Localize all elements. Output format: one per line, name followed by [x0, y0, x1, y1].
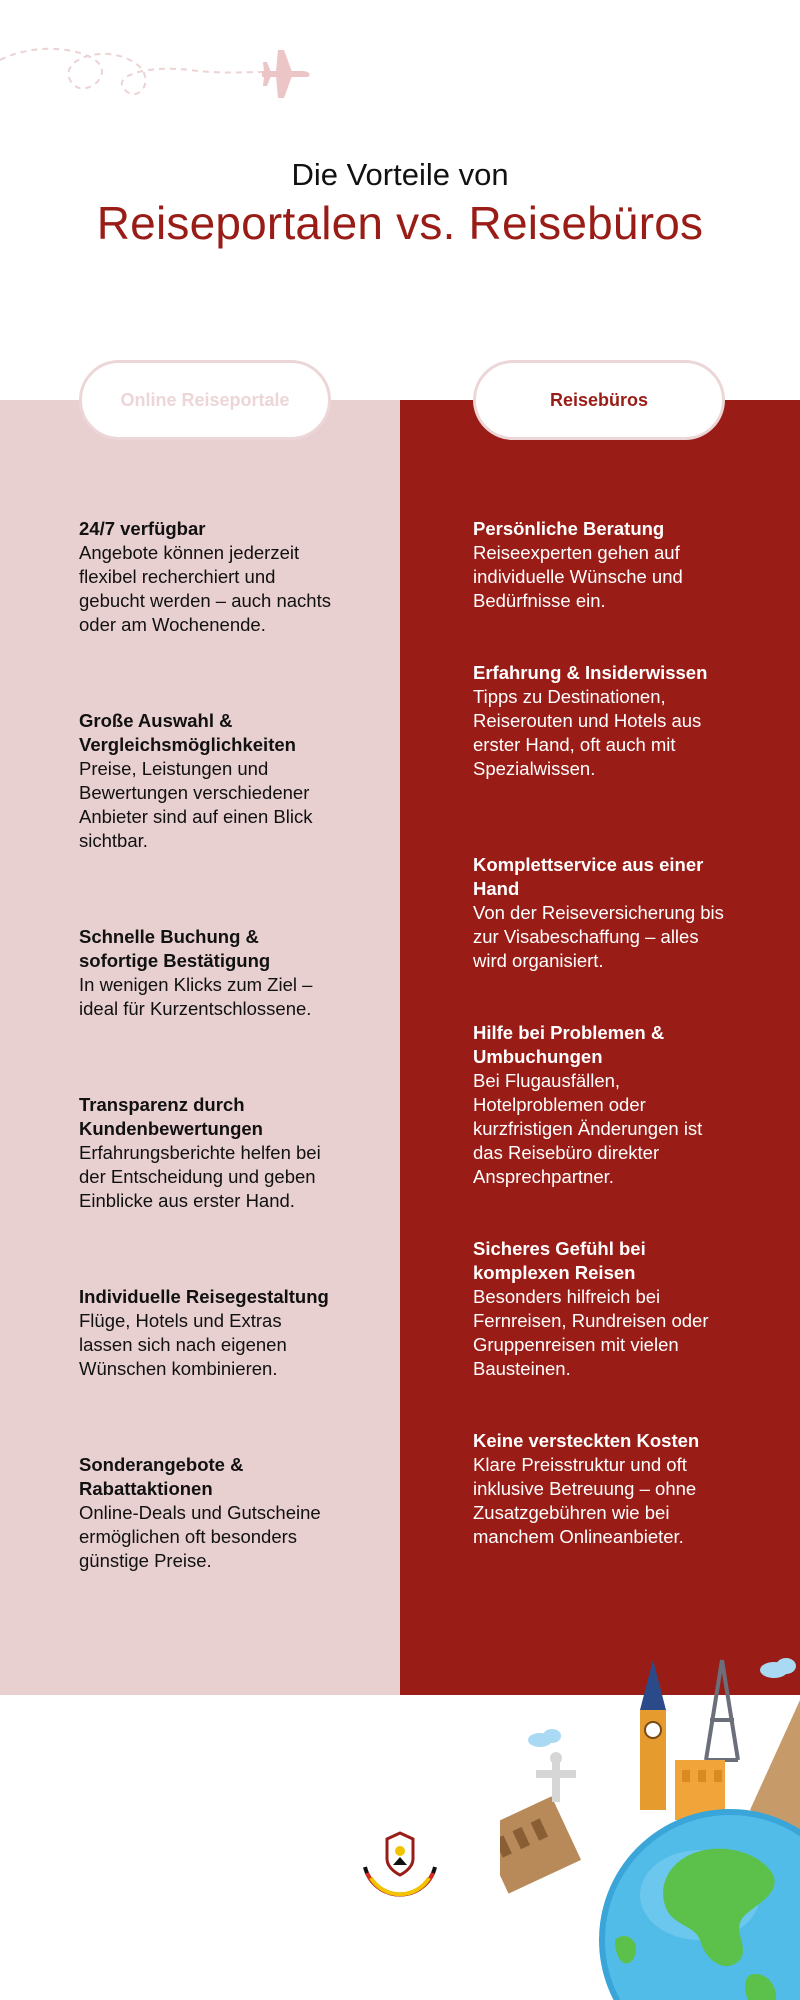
- left-item-body: Erfahrungsberichte helfen bei der Entscheidung und geben Einblicke aus erster Hand.: [79, 1142, 321, 1211]
- title-prefix: Die Vorteile von: [291, 157, 509, 192]
- right-item-body: Tipps zu Destinationen, Reiserouten und Hotels aus erster Hand, oft auch mit Spezialwissen.: [473, 686, 702, 779]
- right-item-heading: Keine versteckten Kosten: [473, 1430, 700, 1451]
- right-item: [473, 1021, 733, 1189]
- left-item: [79, 517, 339, 637]
- airplane-icon: [262, 50, 310, 98]
- right-item-body: Reiseexperten gehen auf individuelle Wünsche und Bedürfnisse ein.: [473, 542, 683, 611]
- right-item-body: Besonders hilfreich bei Fernreisen, Rundreisen oder Gruppenreisen mit vielen Bausteinen.: [473, 1286, 709, 1379]
- right-item-body: Klare Preisstruktur und oft inklusive Betreuung – ohne Zusatzgebühren wie bei manchem Onlineanbieter.: [473, 1454, 697, 1547]
- right-item-heading: Erfahrung & Insiderwissen: [473, 662, 708, 683]
- page-title: Reiseportalen vs. Reisebüros: [96, 197, 704, 249]
- right-item: [473, 1237, 733, 1381]
- left-item-body: In wenigen Klicks zum Ziel – ideal für Kurzentschlossene.: [79, 974, 313, 1019]
- right-item-heading: Sicheres Gefühl bei komplexen Reisen: [473, 1238, 646, 1283]
- left-item-body: Preise, Leistungen und Bewertungen verschiedener Anbieter sind auf einen Blick sichtbar.: [79, 758, 313, 851]
- left-item: [79, 709, 339, 853]
- left-item: [79, 925, 339, 1021]
- right-item: [473, 661, 733, 781]
- right-item: [473, 853, 733, 973]
- online-portals-label: Online Reiseportale: [79, 360, 331, 440]
- left-item-heading: 24/7 verfügbar: [79, 518, 206, 539]
- right-item: [473, 1429, 733, 1549]
- airplane-trail-decoration: [0, 30, 330, 110]
- travel-agencies-label: Reisebüros: [473, 360, 725, 440]
- left-item: [79, 1093, 339, 1213]
- left-item-heading: Schnelle Buchung & sofortige Bestätigung: [79, 926, 271, 971]
- right-item-body: Bei Flugausfällen, Hotelproblemen oder kurzfristigen Änderungen ist das Reisebüro direkter Ansprechpartner.: [473, 1070, 703, 1187]
- left-item-body: Flüge, Hotels und Extras lassen sich nach eigenen Wünschen kombinieren.: [79, 1310, 287, 1379]
- left-item-heading: Individuelle Reisegestaltung: [79, 1286, 329, 1307]
- left-item-body: Online-Deals und Gutscheine ermöglichen oft besonders günstige Preise.: [79, 1502, 321, 1571]
- right-item-body: Von der Reiseversicherung bis zur Visabeschaffung – alles wird organisiert.: [473, 902, 724, 971]
- right-item-heading: Hilfe bei Problemen & Umbuchungen: [473, 1022, 665, 1067]
- globe-illustration: [500, 1640, 800, 2000]
- right-item: [473, 517, 733, 613]
- seal-logo: [357, 1815, 443, 1901]
- left-item: [79, 1285, 339, 1381]
- left-item-body: Angebote können jederzeit flexibel recherchiert und gebucht werden – auch nachts oder am Wochenende.: [79, 542, 331, 635]
- right-item-heading: Komplettservice aus einer Hand: [473, 854, 704, 899]
- left-item-heading: Transparenz durch Kundenbewertungen: [79, 1094, 263, 1139]
- right-item-heading: Persönliche Beratung: [473, 518, 665, 539]
- left-item: [79, 1453, 339, 1573]
- left-item-heading: Sonderangebote & Rabattaktionen: [79, 1454, 244, 1499]
- left-item-heading: Große Auswahl & Vergleichsmöglichkeiten: [79, 710, 296, 755]
